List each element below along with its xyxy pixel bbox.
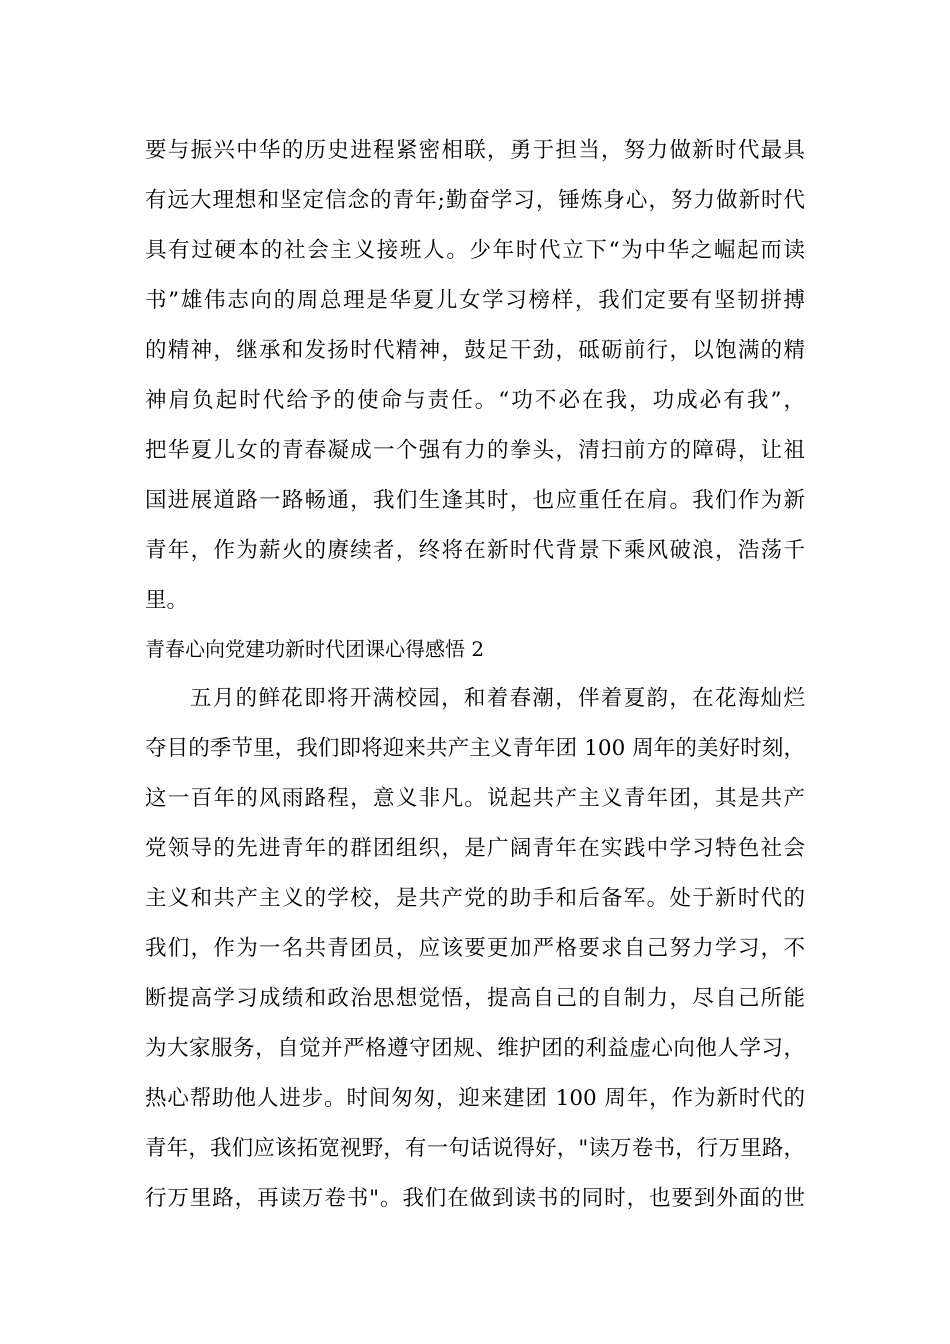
paragraph-line: 主义和共产主义的学校，是共产党的助手和后备军。处于新时代的 — [145, 886, 805, 911]
paragraph-line: 党领导的先进青年的群团组织，是广阔青年在实践中学习特色社会 — [145, 836, 805, 861]
paragraph-line: 青年，作为薪火的赓续者，终将在新时代背景下乘风破浪，浩荡千 — [145, 538, 805, 563]
paragraph-line: 五月的鲜花即将开满校园，和着春潮，伴着夏韵，在花海灿烂 — [190, 686, 805, 711]
paragraph-line: 具有过硬本的社会主义接班人。少年时代立下“为中华之崛起而读 — [145, 238, 805, 263]
paragraph-line: 的精神，继承和发扬时代精神，鼓足干劲，砥砺前行，以饱满的精 — [145, 338, 805, 363]
paragraph-line: 要与振兴中华的历史进程紧密相联，勇于担当，努力做新时代最具 — [145, 138, 805, 163]
paragraph-line: 国进展道路一路畅通，我们生逢其时，也应重任在肩。我们作为新 — [145, 488, 805, 513]
paragraph-line: 把华夏儿女的青春凝成一个强有力的拳头，清扫前方的障碍，让祖 — [145, 438, 805, 463]
paragraph-line: 这一百年的风雨路程，意义非凡。说起共产主义青年团，其是共产 — [145, 786, 805, 811]
paragraph-line: 我们，作为一名共青团员，应该要更加严格要求自己努力学习，不 — [145, 936, 805, 961]
paragraph-line: 青年，我们应该拓宽视野，有一句话说得好，"读万卷书，行万里路， — [145, 1136, 805, 1161]
section-heading: 青春心向党建功新时代团课心得感悟 2 — [145, 637, 485, 661]
paragraph-line: 神肩负起时代给予的使命与责任。“功不必在我，功成必有我”， — [145, 388, 805, 413]
paragraph-line: 为大家服务，自觉并严格遵守团规、维护团的利益虚心向他人学习， — [145, 1036, 805, 1061]
paragraph-line: 夺目的季节里，我们即将迎来共产主义青年团 100 周年的美好时刻， — [145, 736, 805, 761]
paragraph-line: 有远大理想和坚定信念的青年;勤奋学习，锤炼身心，努力做新时代 — [145, 188, 805, 213]
paragraph-line: 行万里路，再读万卷书"。我们在做到读书的同时，也要到外面的世 — [145, 1186, 805, 1211]
paragraph-line: 断提高学习成绩和政治思想觉悟，提高自己的自制力，尽自己所能 — [145, 986, 805, 1011]
paragraph-line: 书”雄伟志向的周总理是华夏儿女学习榜样，我们定要有坚韧拼搏 — [145, 288, 805, 313]
paragraph-line: 里。 — [145, 588, 189, 613]
paragraph-line: 热心帮助他人进步。时间匆匆，迎来建团 100 周年，作为新时代的 — [145, 1086, 805, 1111]
